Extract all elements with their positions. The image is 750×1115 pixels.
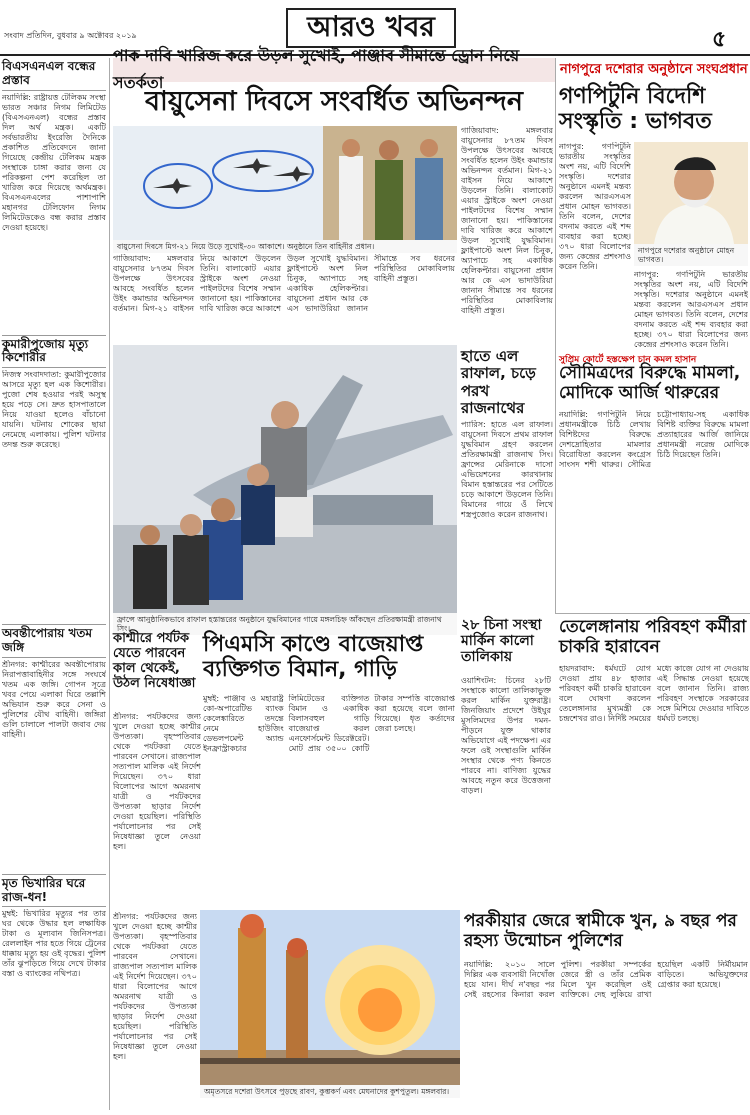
bsnl-body: নয়াদিল্লি: রাষ্ট্রায়ত্ত টেলিকম সংস্থা ভারত সঞ্চার নিগম লিমিটেড (বিএসএনএল) বন্ধের প্রস্তাব দিল অর্থ মন্ত্রক। একটি সর্বভারতীয় ইংরেজি দৈনিকে প্রকাশিত প্রতিবেদনে জানা গিয়েছে কেন্দ্রীয় টেলিকম মন্ত্রক সংস্থাকে চাঙ্গা করার জন্য যে পরিকল্পনা পেশ করেছিল তা খারিজ করে দিয়েছে অর্থমন্ত্রক। বিএসএনএলের পাশাপাশি মহানগর টেলিফোন নিগম লিমিটেডকেও বন্ধ করার প্রস্তাব দেওয়া হয়েছে। — [2, 92, 106, 232]
murder-body: নয়াদিল্লি: ২০১০ সালে দিল্লির এক ব্যবসায়ী নিখোঁজ হয়ে যান। দীর্ঘ ন'বছর পর সেই রহস্যের কিনারা করল পুলিশ। পরকীয়া সম্পর্কের জেরে স্ত্রী ও তাঁর প্রেমিক মিলে খুন করেছিল ওই ব্যক্তিকে। দেহ লুকিয়ে রাখা হয়েছিল একটি নির্মীয়মান বাড়িতে। অভিযুক্তদের গ্রেপ্তার করা হয়েছে। — [464, 960, 748, 999]
left-column — [2, 60, 106, 1110]
tharoor-body: নয়াদিল্লি: গণপিটুনি নিয়ে প্রধানমন্ত্রীকে চিঠি লেখায় বিশিষ্টদের বিরুদ্ধে দেশদ্রোহিতার মামলার বিরোধিতা করলেন কংগ্রেস সাংসদ শশী থারুর। সৌমিত্র চট্টোপাধ্যায়-সহ একাধিক বিশিষ্ট ব্যক্তির বিরুদ্ধে মামলা প্রত্যাহারের আর্জি জানিয়ে প্রধানমন্ত্রী নরেন্দ্র মোদিকে চিঠি দিয়েছেন তিনি। — [559, 410, 749, 469]
divider — [555, 613, 750, 614]
pmc-body: মুম্বই: পাঞ্জাব ও মহারাষ্ট্র কো-অপারেটিভ ব্যাংক কেলেঙ্কারিতে তদন্তে নেমে হাউজিং ডেভলপমেন্ট অ্যান্ড ইনফ্রাস্ট্রাকচার লিমিটেডের ব্যক্তিগত বিমান ও একাধিক বিলাসবহুল গাড়ি বাজেয়াপ্ত করল এনফোর্সমেন্ট ডিরেক্টরেট। মোট প্রায় ৩৫০০ কোটি টাকার সম্পত্তি বাজেয়াপ্ত করা হয়েছে বলে জানা গিয়েছে। ধৃত কর্তাদের জেরা চলছে। — [203, 694, 455, 753]
beggar-body: মুম্বই: ভিখারির মৃত্যুর পর তার ঘর থেকে উদ্ধার হল লক্ষাধিক টাকা ও মূল্যবান জিনিসপত্র। রেললাইন পার হতে গিয়ে ট্রেনের ধাক্কায় মৃত্যু হয় ওই বৃদ্ধের। পুলিশ তাঁর ঝুপড়িতে গিয়ে দেখে টাকার বস্তা ও ব্যাংকের নথিপত্র। — [2, 909, 106, 979]
kashmir-body-continued: শ্রীনগর: পর্যটকদের জন্য খুলে দেওয়া হচ্ছে কাশ্মীর উপত্যকা। বৃহস্পতিবার থেকে পর্যটকরা যেতে পারবেন সেখানে। রাজ্যপাল সত্যপাল মালিক এই নির্দেশ দিয়েছেন। ৩৭০ ধারা বিলোপের আগে অমরনাথ যাত্রী ও পর্যটকদের উপত্যকা ছাড়ার নির্দেশ দেওয়া হয়েছিল। পরিস্থিতি পর্যালোচনার পর সেই নিষেধাজ্ঞা তুলে নেওয়া হল। — [113, 912, 197, 1061]
rafale-headline: হাতে এল রাফাল, চড়ে পরখ রাজনাথের — [461, 347, 536, 417]
awantipora-headline: অবন্তীপোরায় খতম জঙ্গি — [2, 624, 106, 658]
kamal-haasan-tag: সুপ্রিম কোর্টে হস্তক্ষেপ চান কমল হাসান — [559, 355, 697, 365]
kumari-body: নিজস্ব সংবাদদাতা: কুমারীপুজোর আসরে মৃত্যু হল এক কিশোরীর। পুজো শেষ হওয়ার পরই অসুস্থ হয়ে পড়ে সে। দ্রুত হাসপাতালে নিয়ে যাওয়া হলেও বাঁচানো যায়নি। ঘটনায় শোকের ছায়া নেমেছে এলাকায়। পুলিশ ঘটনার তদন্ত শুরু করেছে। — [2, 370, 106, 450]
main-story-body: গাজিয়াবাদ: মঙ্গলবার বায়ুসেনার ৮৭তম দিবস উপলক্ষে উৎসবের আবহে সংবর্ধিত হলেন উইং কমান্ডার অভিনন্দন বর্তমান। মিগ-২১ বাইসন নিয়ে আকাশে উড়লেন তিনি। বালাকোট এয়ার স্ট্রাইকে অংশ নেওয়া পাইলটদের বিশেষ সম্মান জানানো হয়। পাকিস্তানের দাবি খারিজ করে আকাশে উড়ল সুখোই যুদ্ধবিমান। ফ্লাইপাস্টে অংশ নিল চিনুক, অ্যাপাচে সহ একাধিক হেলিকপ্টার। বায়ুসেনা প্রধান আর কে এস ভাদাউরিয়া জানান সীমান্তে সব ধরনের পরিস্থিতির মোকাবিলায় বাহিনী প্রস্তুত। — [113, 254, 455, 313]
bhagwat-body-continued: নাগপুর: গণপিটুনি ভারতীয় সংস্কৃতির অংশ নয়, এটি বিদেশি সংস্কৃতি। দশেরার অনুষ্ঠানে এমনই মন্তব্য করলেন আরএসএস প্রধান মোহন ভাগবত। তিনি বলেন, দেশের বদনাম করতে এই শব্দ ব্যবহার করা হচ্ছে। ৩৭০ ধারা বিলোপের জন্য কেন্দ্রের প্রশংসাও করেন তিনি। — [634, 270, 748, 349]
main-headline: বায়ুসেনা দিবসে সংবর্ধিত অভিনন্দন — [145, 86, 523, 117]
china-body: ওয়াশিংটন: চিনের ২৮টি সংস্থাকে কালো তালিকাভুক্ত করল মার্কিন যুক্তরাষ্ট্র। জিনজিয়াং প্রদেশে উইঘুর মুসলিমদের উপর দমন-পীড়নে যুক্ত থাকার অভিযোগে এই পদক্ষেপ। এর ফলে ওই সংস্থাগুলি মার্কিন সংস্থার থেকে পণ্য কিনতে পারবে না। বাণিজ্য যুদ্ধের আবহে নতুন করে উত্তেজনা বাড়ল। — [461, 676, 551, 795]
bhagwat-photo — [634, 142, 748, 244]
bhagwat-photo-caption: নাগপুরে দশেরার অনুষ্ঠানে মোহন ভাগবত। — [634, 244, 748, 266]
airforce-day-photo — [113, 126, 457, 240]
kashmir-body: শ্রীনগর: পর্যটকদের জন্য খুলে দেওয়া হচ্ছে কাশ্মীর উপত্যকা। বৃহস্পতিবার থেকে পর্যটকরা যেতে পারবেন সেখানে। রাজ্যপাল সত্যপাল মালিক এই নির্দেশ দিয়েছেন। ৩৭০ ধারা বিলোপের আগে অমরনাথ যাত্রী ও পর্যটকদের উপত্যকা ছাড়ার নির্দেশ দেওয়া হয়েছিল। পরিস্থিতি পর্যালোচনার পর সেই নিষেধাজ্ঞা তুলে নেওয়া হল। — [113, 712, 201, 851]
awantipora-body: শ্রীনগর: কাশ্মীরের অবন্তীপোরায় নিরাপত্তাবাহিনীর সঙ্গে সংঘর্ষে খতম এক জঙ্গি। গোপন সূত্রে খবর পেয়ে এলাকা ঘিরে তল্লাশি অভিযান শুরু করে সেনা ও পুলিশের যৌথ বাহিনী। জঙ্গিরা গুলি চালালে পালটা জবাব দেয় বাহিনী। — [2, 659, 106, 739]
column-divider — [109, 58, 110, 1110]
kashmir-headline: কাশ্মীরে পর্যটক যেতে পারবেন কাল থেকেই, উঠল নিষেধাজ্ঞা — [113, 631, 196, 691]
pmc-headline: পিএমসি কাণ্ডে বাজেয়াপ্ত ব্যক্তিগত বিমান, গাড়ি — [203, 632, 424, 683]
telangana-headline: তেলেঙ্গানায় পরিবহণ কর্মীরা চাকরি হারাবেন — [559, 617, 747, 657]
rafale-photo-caption: ফ্রান্সে আনুষ্ঠানিকভাবে রাফাল হস্তান্তরের অনুষ্ঠানে যুদ্ধবিমানের গায়ে মঙ্গলচিহ্ন আঁকছেন প্রতিরক্ষামন্ত্রী রাজনাথ সিং। — [113, 613, 457, 635]
main-story-continued: গাজিয়াবাদ: মঙ্গলবার বায়ুসেনার ৮৭তম দিবস উপলক্ষে উৎসবের আবহে সংবর্ধিত হলেন উইং কমান্ডার অভিনন্দন বর্তমান। মিগ-২১ বাইসন নিয়ে আকাশে উড়লেন তিনি। বালাকোট এয়ার স্ট্রাইকে অংশ নেওয়া পাইলটদের বিশেষ সম্মান জানানো হয়। পাকিস্তানের দাবি খারিজ করে আকাশে উড়ল সুখোই যুদ্ধবিমান। ফ্লাইপাস্টে অংশ নিল চিনুক, অ্যাপাচে সহ একাধিক হেলিকপ্টার। বায়ুসেনা প্রধান আর কে এস ভাদাউরিয়া জানান সীমান্তে সব ধরনের পরিস্থিতির মোকাবিলায় বাহিনী প্রস্তুত। — [461, 126, 553, 315]
bsnl-headline: বিএসএনএল বন্ধের প্রস্তাব — [2, 60, 106, 91]
china-headline: ২৮ চিনা সংস্থা মার্কিন কালো তালিকায় — [461, 617, 542, 666]
column-divider — [555, 58, 556, 613]
rafale-body: প্যারিস: হাতে এল রাফাল। বায়ুসেনা দিবসে প্রথম রাফাল যুদ্ধবিমান গ্রহণ করলেন প্রতিরক্ষামন্ত্রী রাজনাথ সিং। ফ্রান্সের মেরিনাকে দাসো এভিয়েশনের কারখানায় বিমান হস্তান্তরের পর সেটিতে চড়ে আকাশে উড়লেন তিনি। বিমানের গায়ে ওঁ লিখে শস্ত্রপুজোও করেন রাজনাথ। — [461, 420, 553, 519]
dussehra-photo-caption: অমৃতসরে দশেরা উৎসবে পুড়ছে রাবণ, কুম্ভকর্ণ এবং মেঘনাদের কুশপুতুল। মঙ্গলবার। — [200, 1085, 460, 1098]
dussehra-photo — [200, 910, 460, 1085]
rss-red-banner: নাগপুরে দশেরার অনুষ্ঠানে সংঘপ্রধান — [556, 58, 750, 82]
airforce-photo-caption: বায়ুসেনা দিবসে মিগ-২১ নিয়ে উড়ে সুখোই-৩০ আকাশে। অনুষ্ঠানে তিন বাহিনীর প্রধান। — [113, 240, 457, 253]
dateline: সংবাদ প্রতিদিন, বুধবার ৯ অক্টোবর ২০১৯ — [4, 31, 137, 40]
top-banner: সতর্কতা — [113, 58, 555, 82]
page-number: ৫ — [712, 27, 727, 52]
rafale-photo — [113, 345, 457, 613]
telangana-body: হায়দরাবাদ: ধর্মঘটে যোগ দেওয়া প্রায় ৪৮ হাজার পরিবহণ কর্মী চাকরি হারাবেন বলে ঘোষণা করলেন তেলেঙ্গানার মুখ্যমন্ত্রী কে চন্দ্রশেখর রাও। নির্দিষ্ট সময়ের মধ্যে কাজে যোগ না দেওয়ায় এই সিদ্ধান্ত নেওয়া হয়েছে বলে জানান তিনি। রাজ্য পরিবহণ সংস্থাকে সরকারের সঙ্গে মিশিয়ে দেওয়ার দাবিতে ধর্মঘট চলছে। — [559, 664, 749, 723]
kumari-headline: কুমারীপুজোয় মৃত্যু কিশোরীর — [2, 335, 106, 369]
section-masthead: আরও খবর — [286, 8, 456, 48]
bhagwat-headline: গণপিটুনি বিদেশি সংস্কৃতি : ভাগবত — [559, 84, 712, 135]
beggar-headline: মৃত ভিখারির ঘরে রাজ-ধন! — [2, 874, 106, 908]
tharoor-headline: সৌমিত্রদের বিরুদ্ধে মামলা, মোদিকে আর্জি থারুরের — [559, 363, 741, 403]
murder-headline: পরকীয়ার জেরে স্বামীকে খুন, ৯ বছর পর রহস্য উন্মোচন পুলিশের — [464, 911, 737, 951]
bhagwat-body: নাগপুর: গণপিটুনি ভারতীয় সংস্কৃতির অংশ নয়, এটি বিদেশি সংস্কৃতি। দশেরার অনুষ্ঠানে এমনই মন্তব্য করলেন আরএসএস প্রধান মোহন ভাগবত। তিনি বলেন, দেশের বদনাম করতে এই শব্দ ব্যবহার করা হচ্ছে। ৩৭০ ধারা বিলোপের জন্য কেন্দ্রের প্রশংসাও করেন তিনি। — [559, 142, 631, 271]
